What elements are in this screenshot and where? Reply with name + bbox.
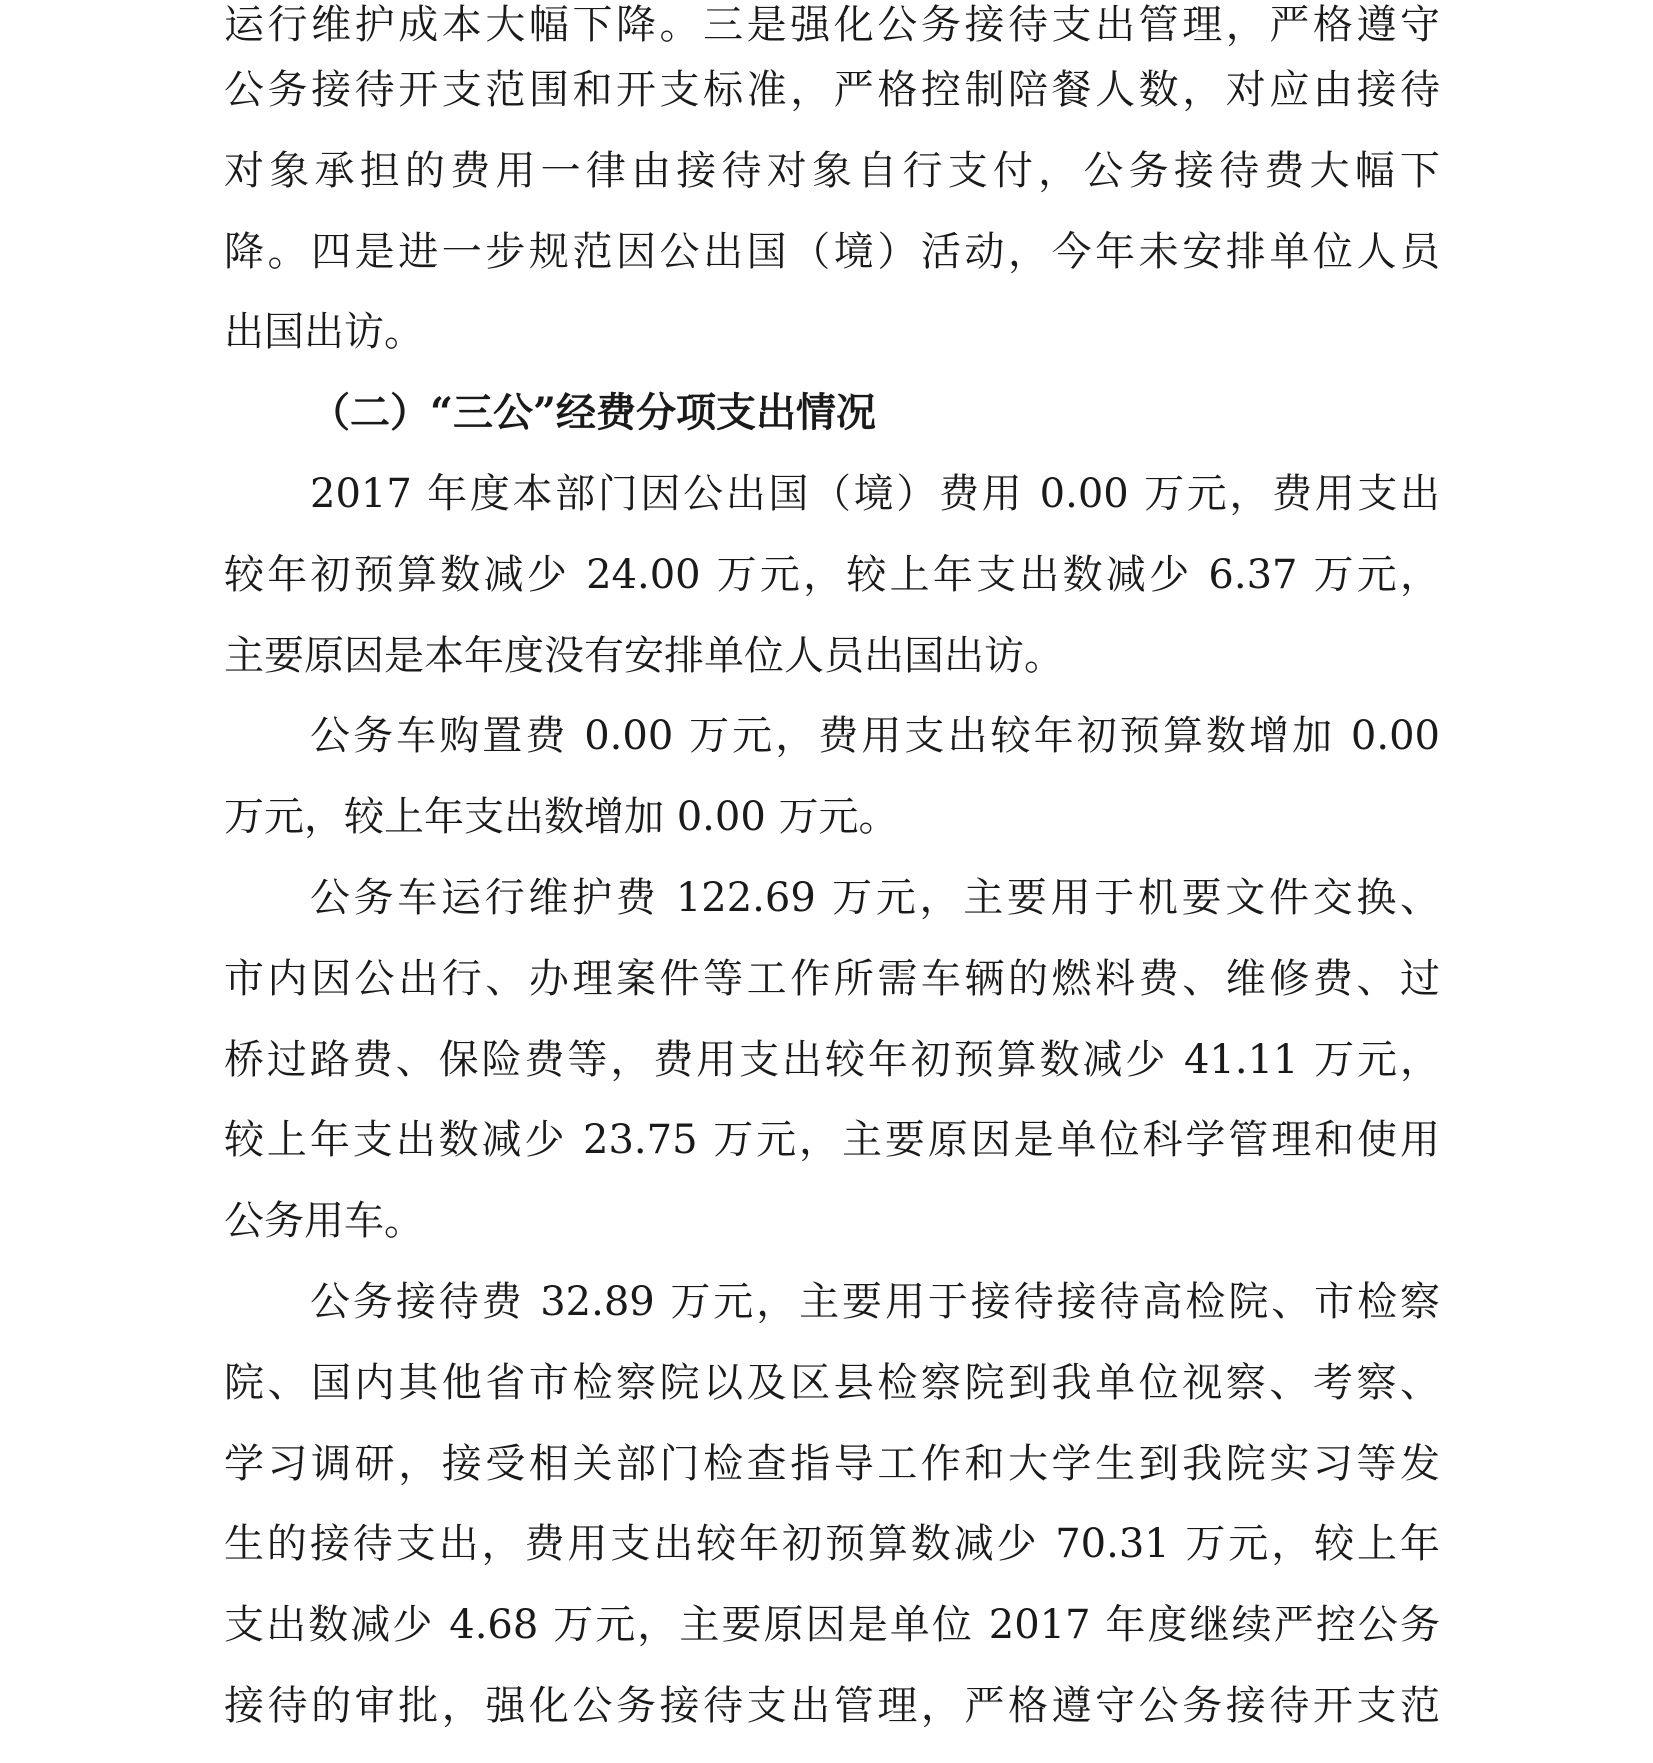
paragraph (224, 858, 1440, 1262)
paragraph (224, 0, 1440, 373)
text-line: 公务用车。 (224, 1198, 424, 1245)
text-line: 降。四是进一步规范因公出国（境）活动，今年未安排单位人员 (224, 228, 1440, 275)
text-line: 运行维护成本大幅下降。三是强化公务接待支出管理，严格遵守 (224, 2, 1440, 48)
text-line: 万元，较上年支出数增加 0.00 万元。 (224, 794, 899, 841)
text-line: 桥过路费、保险费等，费用支出较年初预算数减少 41.11 万元， (224, 1036, 1440, 1083)
text-line: 出国出访。 (224, 309, 424, 356)
text-line: 较上年支出数减少 23.75 万元，主要原因是单位科学管理和使用 (224, 1117, 1440, 1164)
text-line: 支出数减少 4.68 万元，主要原因是单位 2017 年度继续严控公务 (224, 1602, 1440, 1649)
text-line: 公务车运行维护费 122.69 万元，主要用于机要文件交换、 (310, 874, 1440, 921)
text-line: 市内因公出行、办理案件等工作所需车辆的燃料费、维修费、过 (224, 955, 1440, 1002)
document-page (224, 0, 1440, 1747)
heading-text: （二）“三公”经费分项支出情况 (310, 389, 877, 437)
section-heading (224, 373, 1440, 454)
text-line: 公务接待开支范围和开支标准，严格控制陪餐人数，对应由接待 (224, 67, 1440, 113)
paragraph (224, 696, 1440, 858)
text-line: 较年初预算数减少 24.00 万元，较上年支出数减少 6.37 万元， (224, 551, 1440, 598)
text-line: 2017 年度本部门因公出国（境）费用 0.00 万元，费用支出 (310, 470, 1440, 517)
text-line: 学习调研，接受相关部门检查指导工作和大学生到我院实习等发 (224, 1440, 1440, 1487)
text-line: 院、国内其他省市检察院以及区县检察院到我单位视察、考察、 (224, 1359, 1440, 1406)
paragraph (224, 1262, 1440, 1747)
paragraph (224, 454, 1440, 696)
text-line: 公务车购置费 0.00 万元，费用支出较年初预算数增加 0.00 (310, 713, 1440, 760)
text-line: 公务接待费 32.89 万元，主要用于接待接待高检院、市检察 (310, 1278, 1440, 1325)
text-line: 主要原因是本年度没有安排单位人员出国出访。 (224, 632, 1064, 679)
text-line: 接待的审批，强化公务接待支出管理，严格遵守公务接待开支范 (224, 1682, 1440, 1729)
text-line: 对象承担的费用一律由接待对象自行支付，公务接待费大幅下 (224, 147, 1440, 194)
text-line: 生的接待支出，费用支出较年初预算数减少 70.31 万元，较上年 (224, 1521, 1440, 1568)
